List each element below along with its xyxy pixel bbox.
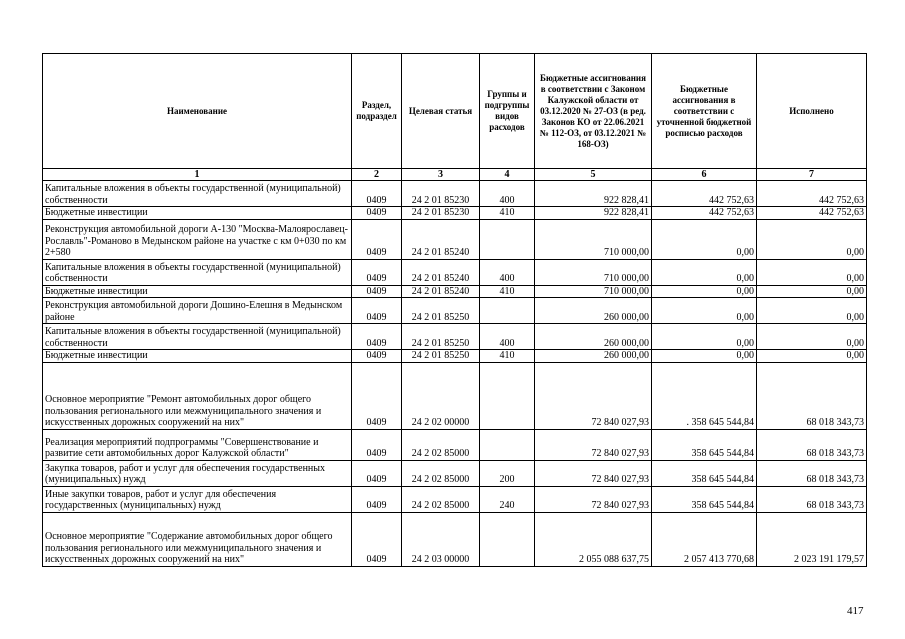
- row-law-amount: 72 840 027,93: [535, 362, 652, 429]
- row-name: Основное мероприятие "Ремонт автомобильных дорог общего пользования регионального или межмуниципального значения и искусственных дорожных сооружений на них": [43, 362, 352, 429]
- row-group: [480, 219, 535, 259]
- table-row: [43, 181, 867, 207]
- row-name: Реализация мероприятий подпрограммы "Совершенствование и развитие сети автомобильных дорог Калужской области": [43, 429, 352, 460]
- row-section: 0409: [352, 460, 402, 486]
- row-group: [480, 429, 535, 460]
- row-group: 400: [480, 181, 535, 207]
- row-executed-amount: 442 752,63: [757, 207, 867, 220]
- row-group: 400: [480, 259, 535, 285]
- table-row: [43, 324, 867, 350]
- col-header-name: Наименование: [43, 54, 352, 169]
- table-row: [43, 362, 867, 429]
- row-name: Капитальные вложения в объекты государственной (муниципальной) собственности: [43, 324, 352, 350]
- row-name: Основное мероприятие "Содержание автомобильных дорог общего пользования регионального или межмуниципального значения и искусственных дорожных сооружений на них": [43, 512, 352, 566]
- row-law-amount: 710 000,00: [535, 219, 652, 259]
- row-executed-amount: 0,00: [757, 219, 867, 259]
- column-number-row: [43, 169, 867, 181]
- row-refined-amount: . 358 645 544,84: [652, 362, 757, 429]
- row-executed-amount: 442 752,63: [757, 181, 867, 207]
- col-number: 6: [652, 169, 757, 181]
- row-target: 24 2 01 85250: [402, 324, 480, 350]
- budget-table: [42, 53, 867, 567]
- row-group: [480, 512, 535, 566]
- table-row: [43, 486, 867, 512]
- row-target: 24 2 01 85250: [402, 298, 480, 324]
- row-target: 24 2 01 85250: [402, 350, 480, 363]
- col-number: 2: [352, 169, 402, 181]
- row-refined-amount: 0,00: [652, 285, 757, 298]
- row-section: 0409: [352, 259, 402, 285]
- row-law-amount: 2 055 088 637,75: [535, 512, 652, 566]
- row-name: Закупка товаров, работ и услуг для обеспечения государственных (муниципальных) нужд: [43, 460, 352, 486]
- row-executed-amount: 68 018 343,73: [757, 429, 867, 460]
- row-executed-amount: 68 018 343,73: [757, 362, 867, 429]
- row-name: Бюджетные инвестиции: [43, 350, 352, 363]
- col-number: 7: [757, 169, 867, 181]
- row-target: 24 2 01 85240: [402, 285, 480, 298]
- table-row: [43, 512, 867, 566]
- row-executed-amount: 0,00: [757, 259, 867, 285]
- table-row: [43, 460, 867, 486]
- row-target: 24 2 02 85000: [402, 460, 480, 486]
- row-name: Бюджетные инвестиции: [43, 285, 352, 298]
- row-group: [480, 298, 535, 324]
- row-executed-amount: 0,00: [757, 285, 867, 298]
- row-name: Бюджетные инвестиции: [43, 207, 352, 220]
- row-section: 0409: [352, 219, 402, 259]
- row-section: 0409: [352, 362, 402, 429]
- table-body: [43, 181, 867, 567]
- table-row: [43, 259, 867, 285]
- col-header-group: Группы и подгруппы видов расходов: [480, 54, 535, 169]
- row-law-amount: 72 840 027,93: [535, 460, 652, 486]
- row-target: 24 2 02 00000: [402, 362, 480, 429]
- row-law-amount: 260 000,00: [535, 298, 652, 324]
- row-group: 410: [480, 207, 535, 220]
- row-section: 0409: [352, 324, 402, 350]
- row-group: 410: [480, 285, 535, 298]
- row-executed-amount: 68 018 343,73: [757, 460, 867, 486]
- row-refined-amount: 2 057 413 770,68: [652, 512, 757, 566]
- row-law-amount: 260 000,00: [535, 350, 652, 363]
- row-name: Реконструкция автомобильной дороги Дошино-Елешня в Медынском районе: [43, 298, 352, 324]
- table-row: [43, 219, 867, 259]
- row-group: 240: [480, 486, 535, 512]
- row-executed-amount: 0,00: [757, 324, 867, 350]
- row-name: Иные закупки товаров, работ и услуг для обеспечения государственных (муниципальных) нужд: [43, 486, 352, 512]
- row-section: 0409: [352, 298, 402, 324]
- row-name: Капитальные вложения в объекты государственной (муниципальной) собственности: [43, 259, 352, 285]
- row-executed-amount: 68 018 343,73: [757, 486, 867, 512]
- row-section: 0409: [352, 350, 402, 363]
- row-law-amount: 72 840 027,93: [535, 429, 652, 460]
- row-refined-amount: 0,00: [652, 350, 757, 363]
- row-name: Капитальные вложения в объекты государственной (муниципальной) собственности: [43, 181, 352, 207]
- row-target: 24 2 02 85000: [402, 486, 480, 512]
- row-group: 200: [480, 460, 535, 486]
- row-target: 24 2 01 85230: [402, 207, 480, 220]
- row-law-amount: 710 000,00: [535, 285, 652, 298]
- row-executed-amount: 0,00: [757, 298, 867, 324]
- row-refined-amount: 0,00: [652, 324, 757, 350]
- header-row: [43, 54, 867, 169]
- row-law-amount: 260 000,00: [535, 324, 652, 350]
- row-refined-amount: 358 645 544,84: [652, 486, 757, 512]
- row-law-amount: 922 828,41: [535, 207, 652, 220]
- table-row: [43, 350, 867, 363]
- row-refined-amount: 442 752,63: [652, 207, 757, 220]
- row-executed-amount: 2 023 191 179,57: [757, 512, 867, 566]
- col-header-target: Целевая статья: [402, 54, 480, 169]
- row-refined-amount: 0,00: [652, 219, 757, 259]
- row-target: 24 2 03 00000: [402, 512, 480, 566]
- row-section: 0409: [352, 429, 402, 460]
- row-law-amount: 710 000,00: [535, 259, 652, 285]
- row-refined-amount: 442 752,63: [652, 181, 757, 207]
- table-row: [43, 429, 867, 460]
- col-header-refined: Бюджетные ассигнования в соответствии с уточненной бюджетной росписью расходов: [652, 54, 757, 169]
- row-group: [480, 362, 535, 429]
- col-header-section: Раздел, подраздел: [352, 54, 402, 169]
- row-section: 0409: [352, 207, 402, 220]
- row-name: Реконструкция автомобильной дороги А-130 "Москва-Малоярославец-Рославль"-Романово в Медынском районе на участке с км 0+030 по км 2+580: [43, 219, 352, 259]
- row-group: 410: [480, 350, 535, 363]
- col-number: 3: [402, 169, 480, 181]
- table-row: [43, 298, 867, 324]
- col-header-law: Бюджетные ассигнования в соответствии с Законом Калужской области от 03.12.2020 № 27-ОЗ (в ред. Законов КО от 22.06.2021 № 112-ОЗ, от 03.12.2021 № 168-ОЗ): [535, 54, 652, 169]
- table-row: [43, 207, 867, 220]
- table-row: [43, 285, 867, 298]
- row-refined-amount: 0,00: [652, 259, 757, 285]
- col-number: 4: [480, 169, 535, 181]
- row-section: 0409: [352, 181, 402, 207]
- col-number: 1: [43, 169, 352, 181]
- row-target: 24 2 01 85230: [402, 181, 480, 207]
- row-group: 400: [480, 324, 535, 350]
- row-target: 24 2 01 85240: [402, 259, 480, 285]
- col-header-executed: Исполнено: [757, 54, 867, 169]
- row-refined-amount: 358 645 544,84: [652, 460, 757, 486]
- page-number: 417: [847, 605, 864, 617]
- row-section: 0409: [352, 512, 402, 566]
- row-section: 0409: [352, 486, 402, 512]
- row-executed-amount: 0,00: [757, 350, 867, 363]
- row-target: 24 2 02 85000: [402, 429, 480, 460]
- row-refined-amount: 358 645 544,84: [652, 429, 757, 460]
- row-law-amount: 72 840 027,93: [535, 486, 652, 512]
- row-section: 0409: [352, 285, 402, 298]
- row-refined-amount: 0,00: [652, 298, 757, 324]
- row-law-amount: 922 828,41: [535, 181, 652, 207]
- col-number: 5: [535, 169, 652, 181]
- row-target: 24 2 01 85240: [402, 219, 480, 259]
